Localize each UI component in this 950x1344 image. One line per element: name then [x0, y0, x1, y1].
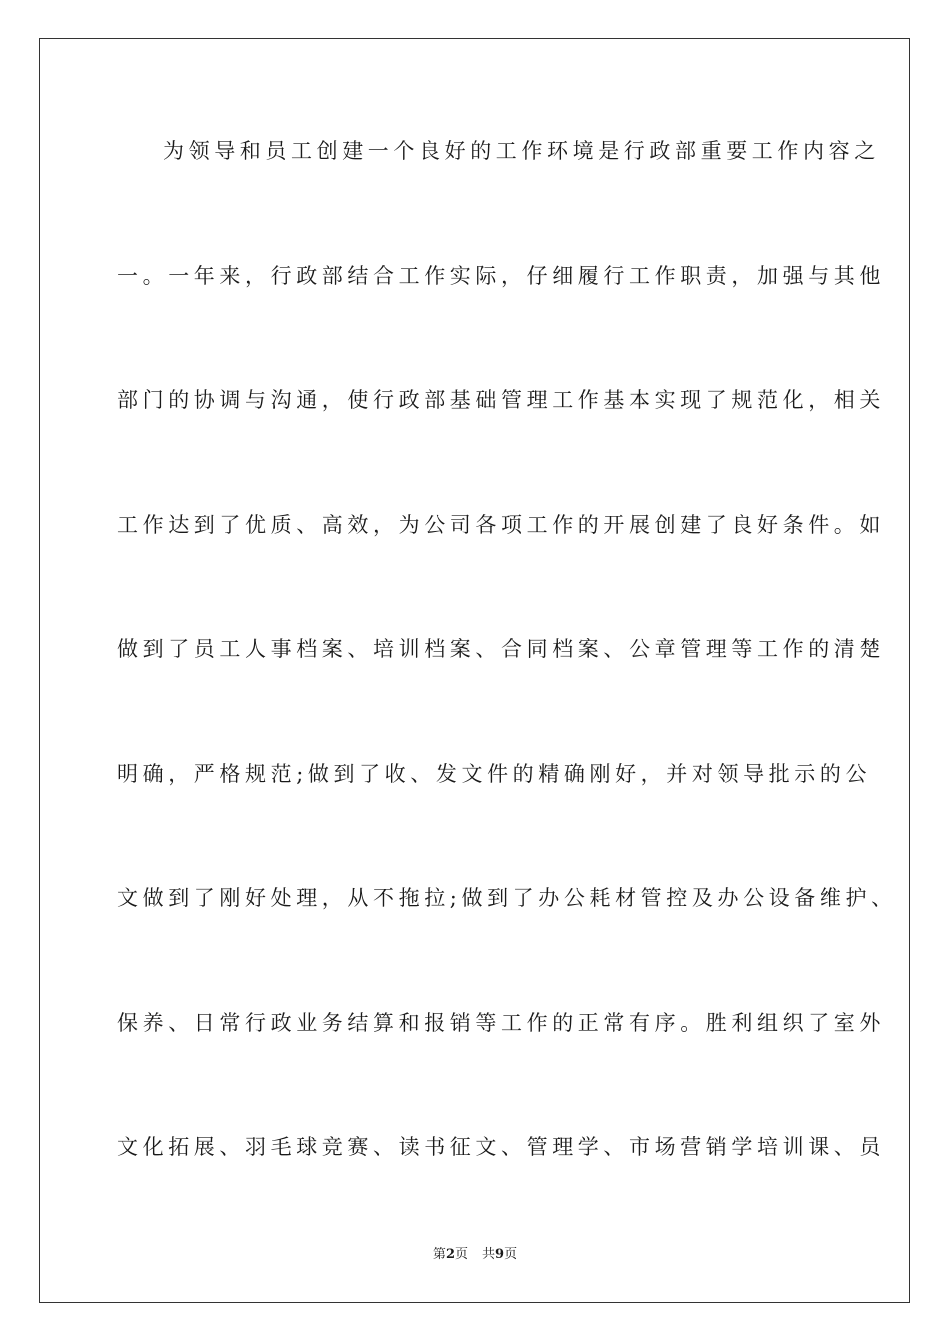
page-number: 2 — [445, 1247, 455, 1262]
total-suffix: 页 — [504, 1247, 518, 1262]
paragraph-line: 明确，严格规范;做到了收、发文件的精确刚好，并对领导批示的公 — [117, 761, 872, 786]
paragraph-line: 部门的协调与沟通，使行政部基础管理工作基本实现了规范化，相关 — [117, 388, 885, 412]
page-footer — [0, 1246, 950, 1264]
total-pages: 9 — [495, 1247, 505, 1262]
page-prefix: 第 — [432, 1247, 446, 1262]
paragraph-line: 保养、日常行政业务结算和报销等工作的正常有序。胜利组织了室外 — [117, 1010, 885, 1035]
paragraph-line: 工作达到了优质、高效，为公司各项工作的开展创建了良好条件。如 — [117, 512, 885, 537]
paragraph-line: 文化拓展、羽毛球竞赛、读书征文、管理学、市场营销学培训课、员 — [117, 1135, 885, 1159]
document-body — [117, 120, 897, 1241]
paragraph-line: 文做到了刚好处理，从不拖拉;做到了办公耗材管控及办公设备维护、 — [117, 886, 897, 910]
paragraph-line: 为领导和员工创建一个良好的工作环境是行政部重要工作内容之 — [163, 139, 880, 163]
paragraph-line: 一。一年来，行政部结合工作实际，仔细履行工作职责，加强与其他 — [117, 263, 885, 288]
total-prefix: 共 — [482, 1247, 496, 1262]
paragraph-line: 做到了员工人事档案、培训档案、合同档案、公章管理等工作的清楚 — [117, 637, 885, 661]
page-suffix: 页 — [454, 1247, 468, 1262]
